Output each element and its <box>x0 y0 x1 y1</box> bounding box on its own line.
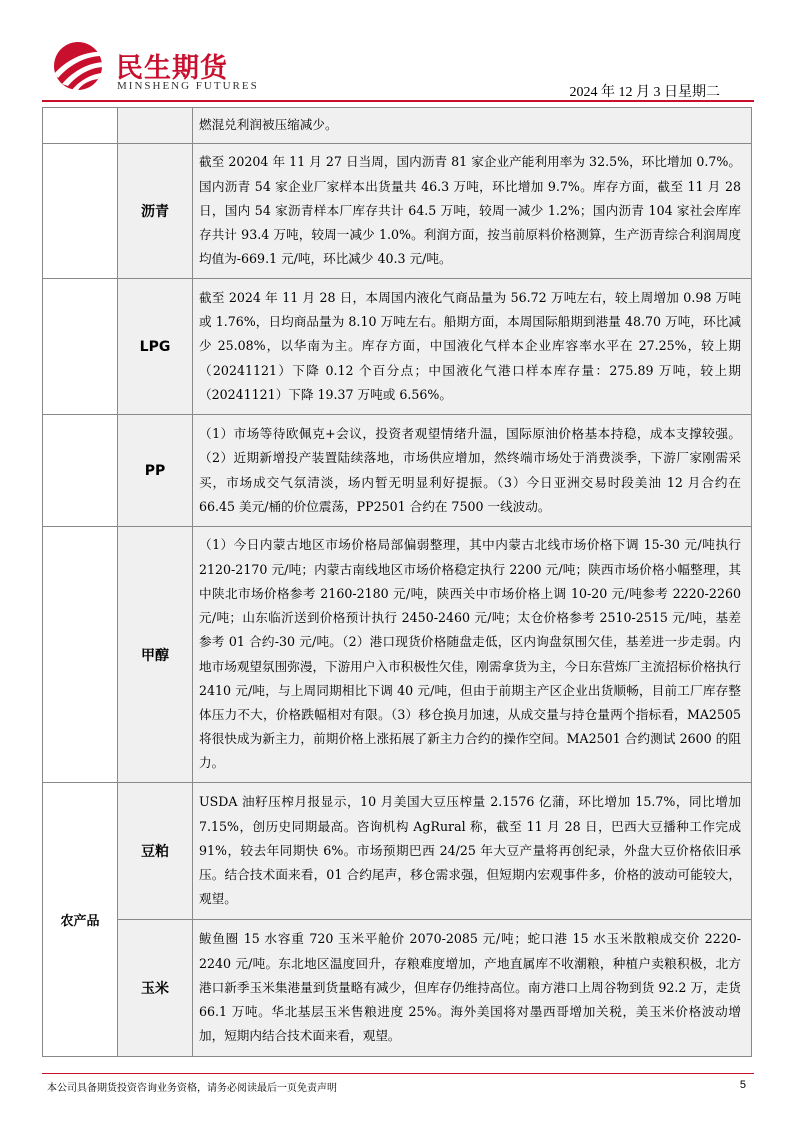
table-row <box>43 920 752 1057</box>
table-row <box>43 527 752 783</box>
item-cell: 玉米 <box>118 920 193 1057</box>
table-row <box>43 144 752 279</box>
brand-name: 民生期货 <box>116 53 228 84</box>
table-row <box>43 415 752 527</box>
footer-divider <box>42 1073 754 1074</box>
analysis-text: 截至 20204 年 11 月 27 日当周，国内沥青 81 家企业产能利用率为 32.5%，环比增加 0.7%。国内沥青 54 家企业厂家样本出货量共 46.3 万吨，环比增加 9.7%。库存方面，截至 11 月 28 日，国内 54 家沥青样本厂库存共计 64.5 万吨，较周一减少 1.2%；国内沥青 104 家社会库库存共计 93.4 万吨，较周一减少 1.0%。利润方面，按当前原料价格测算，生产沥青综合利润周度均值为-669.1 元/吨，环比减少 40.3 元/吨。 <box>193 144 752 279</box>
category-cell <box>43 144 118 279</box>
item-cell: 沥青 <box>118 144 193 279</box>
brand-name-english: MINSHENG FUTURES <box>117 80 259 92</box>
report-date: 2024 年 12 月 3 日星期二 <box>569 85 720 100</box>
commodity-analysis-table <box>42 107 752 1057</box>
analysis-text: 鲅鱼圈 15 水容重 720 玉米平舱价 2070-2085 元/吨；蛇口港 15 水玉米散粮成交价 2220-2240 元/吨。东北地区温度回升，存粮难度增加，产地直属库不收潮粮，种植户卖粮积极，北方港口新季玉米集港量到货量略有减少，但库存仍维持高位。南方港口上周谷物到货 92.2 万，走货 66.1 万吨。华北基层玉米售粮进度 25%。海外美国将对墨西哥增加关税，美玉米价格波动增加，短期内结合技术面来看，观望。 <box>193 920 752 1057</box>
item-cell: 甲醇 <box>118 527 193 783</box>
category-cell <box>43 108 118 144</box>
header-divider <box>42 100 754 102</box>
item-cell: 豆粕 <box>118 783 193 920</box>
minsheng-logo-icon <box>48 40 108 92</box>
page-number: 5 <box>739 1079 746 1091</box>
analysis-text: 截至 2024 年 11 月 28 日，本周国内液化气商品量为 56.72 万吨左右，较上周增加 0.98 万吨或 1.76%，日均商品量为 8.10 万吨左右。船期方面，本周国际船期到港量 48.70 万吨，环比减少 25.08%，以华南为主。库存方面，中国液化气样本企业库容率水平在 27.25%，较上期（20241121）下降 0.12 个百分点；中国液化气港口样本库存量：275.89 万吨，较上期（20241121）下降 19.37 万吨或 6.56%。 <box>193 279 752 415</box>
analysis-text: （1）市场等待欧佩克+会议，投资者观望情绪升温，国际原油价格基本持稳，成本支撑较强。（2）近期新增投产装置陆续落地，市场供应增加，然终端市场处于消费淡季，下游厂家刚需采买，市场成交气氛清淡，场内暂无明显利好提振。（3）今日亚洲交易时段美油 12 月合约在 66.45 美元/桶的价位震荡，PP2501 合约在 7500 一线波动。 <box>193 415 752 527</box>
category-cell <box>43 279 118 415</box>
category-cell <box>43 527 118 783</box>
footer-disclaimer: 本公司具备期货投资咨询业务资格，请务必阅读最后一页免责声明 <box>47 1083 337 1094</box>
analysis-text: 燃混兑利润被压缩减少。 <box>193 108 752 144</box>
analysis-text: USDA 油籽压榨月报显示，10 月美国大豆压榨量 2.1576 亿蒲，环比增加 15.7%，同比增加 7.15%，创历史同期最高。咨询机构 AgRural 称，截至 11 月 28 日，巴西大豆播种工作完成 91%，较去年同期快 6%。市场预期巴西 24/25 年大豆产量将再创纪录，外盘大豆价格依旧承压。结合技术面来看，01 合约尾声，移仓需求强，但短期内宏观事件多，价格的波动可能较大，观望。 <box>193 783 752 920</box>
table-row <box>43 108 752 144</box>
table-row <box>43 783 752 920</box>
item-cell: LPG <box>118 279 193 415</box>
category-cell <box>43 415 118 527</box>
item-cell <box>118 108 193 144</box>
item-cell: PP <box>118 415 193 527</box>
page-header <box>0 0 794 110</box>
table-row <box>43 279 752 415</box>
category-cell: 农产品 <box>43 783 118 1057</box>
analysis-text: （1）今日内蒙古地区市场价格局部偏弱整理，其中内蒙古北线市场价格下调 15-30 元/吨执行 2120-2170 元/吨；内蒙古南线地区市场价格稳定执行 2200 元/吨；陕西市场价格小幅整理，其中陕北市场价格参考 2160-2180 元/吨，陕西关中市场价格上调 10-20 元/吨参考 2220-2260 元/吨；山东临沂送到价格预计执行 2450-2460 元/吨；太仓价格参考 2510-2515 元/吨，基差参考 01 合约-30 元/吨。（2）港口现货价格随盘走低，区内询盘氛围欠佳，基差进一步走弱。内地市场观望氛围弥漫，下游用户入市积极性欠佳，刚需拿货为主，今日东营炼厂主流招标价格执行 2410 元/吨，与上周同期相比下调 40 元/吨，但由于前期主产区企业出货顺畅，目前工厂库存整体压力不大，价格跌幅相对有限。（3）移仓换月加速，从成交量与持仓量两个指标看，MA2505 将很快成为新主力，前期价格上涨拓展了新主力合约的操作空间。MA2501 合约测试 2600 的阻力。 <box>193 527 752 783</box>
